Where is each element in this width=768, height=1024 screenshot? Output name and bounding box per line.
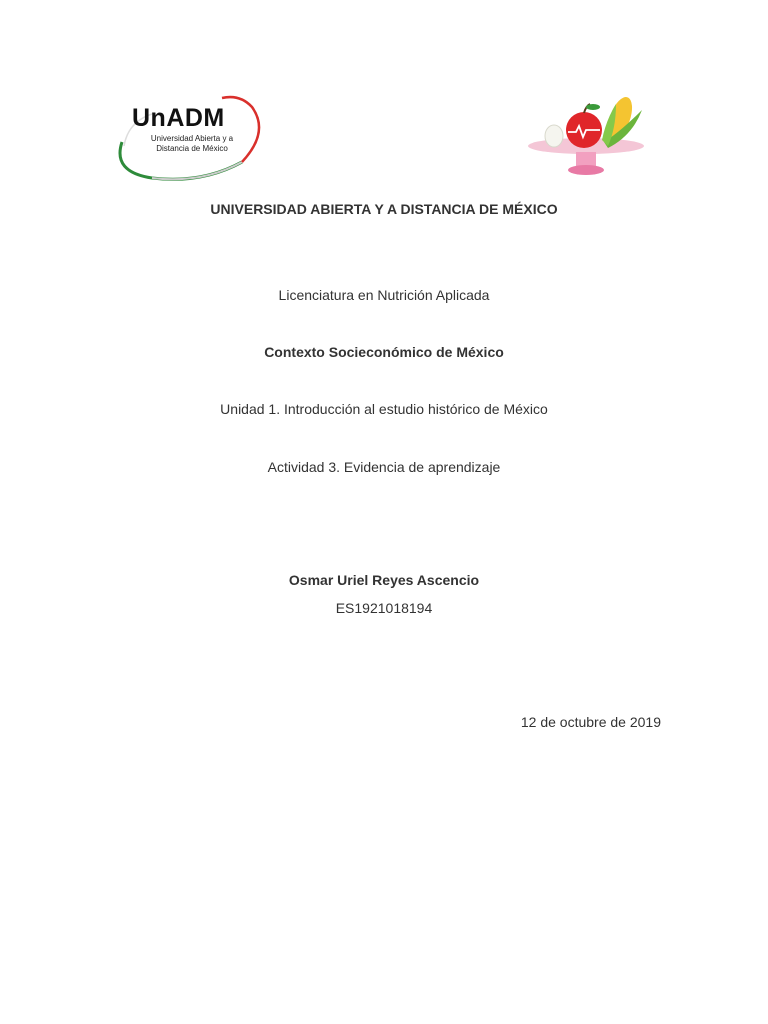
activity-title: Actividad 3. Evidencia de aprendizaje: [267, 459, 501, 475]
logo-title: UnADM: [132, 104, 225, 132]
student-name: Osmar Uriel Reyes Ascencio: [288, 572, 480, 588]
fruit-bowl-icon: [524, 92, 650, 180]
unadm-logo: [112, 92, 270, 184]
document-date: 12 de octubre de 2019: [520, 714, 661, 730]
student-id: ES1921018194: [335, 600, 433, 616]
institution-name: UNIVERSIDAD ABIERTA Y A DISTANCIA DE MÉXICO: [210, 201, 558, 217]
degree-program: Licenciatura en Nutrición Aplicada: [278, 287, 490, 303]
logo-subtitle: Universidad Abierta y a Distancia de México: [150, 134, 234, 153]
course-name: Contexto Socieconómico de México: [264, 344, 504, 360]
unit-title: Unidad 1. Introducción al estudio histórico de México: [220, 401, 548, 417]
